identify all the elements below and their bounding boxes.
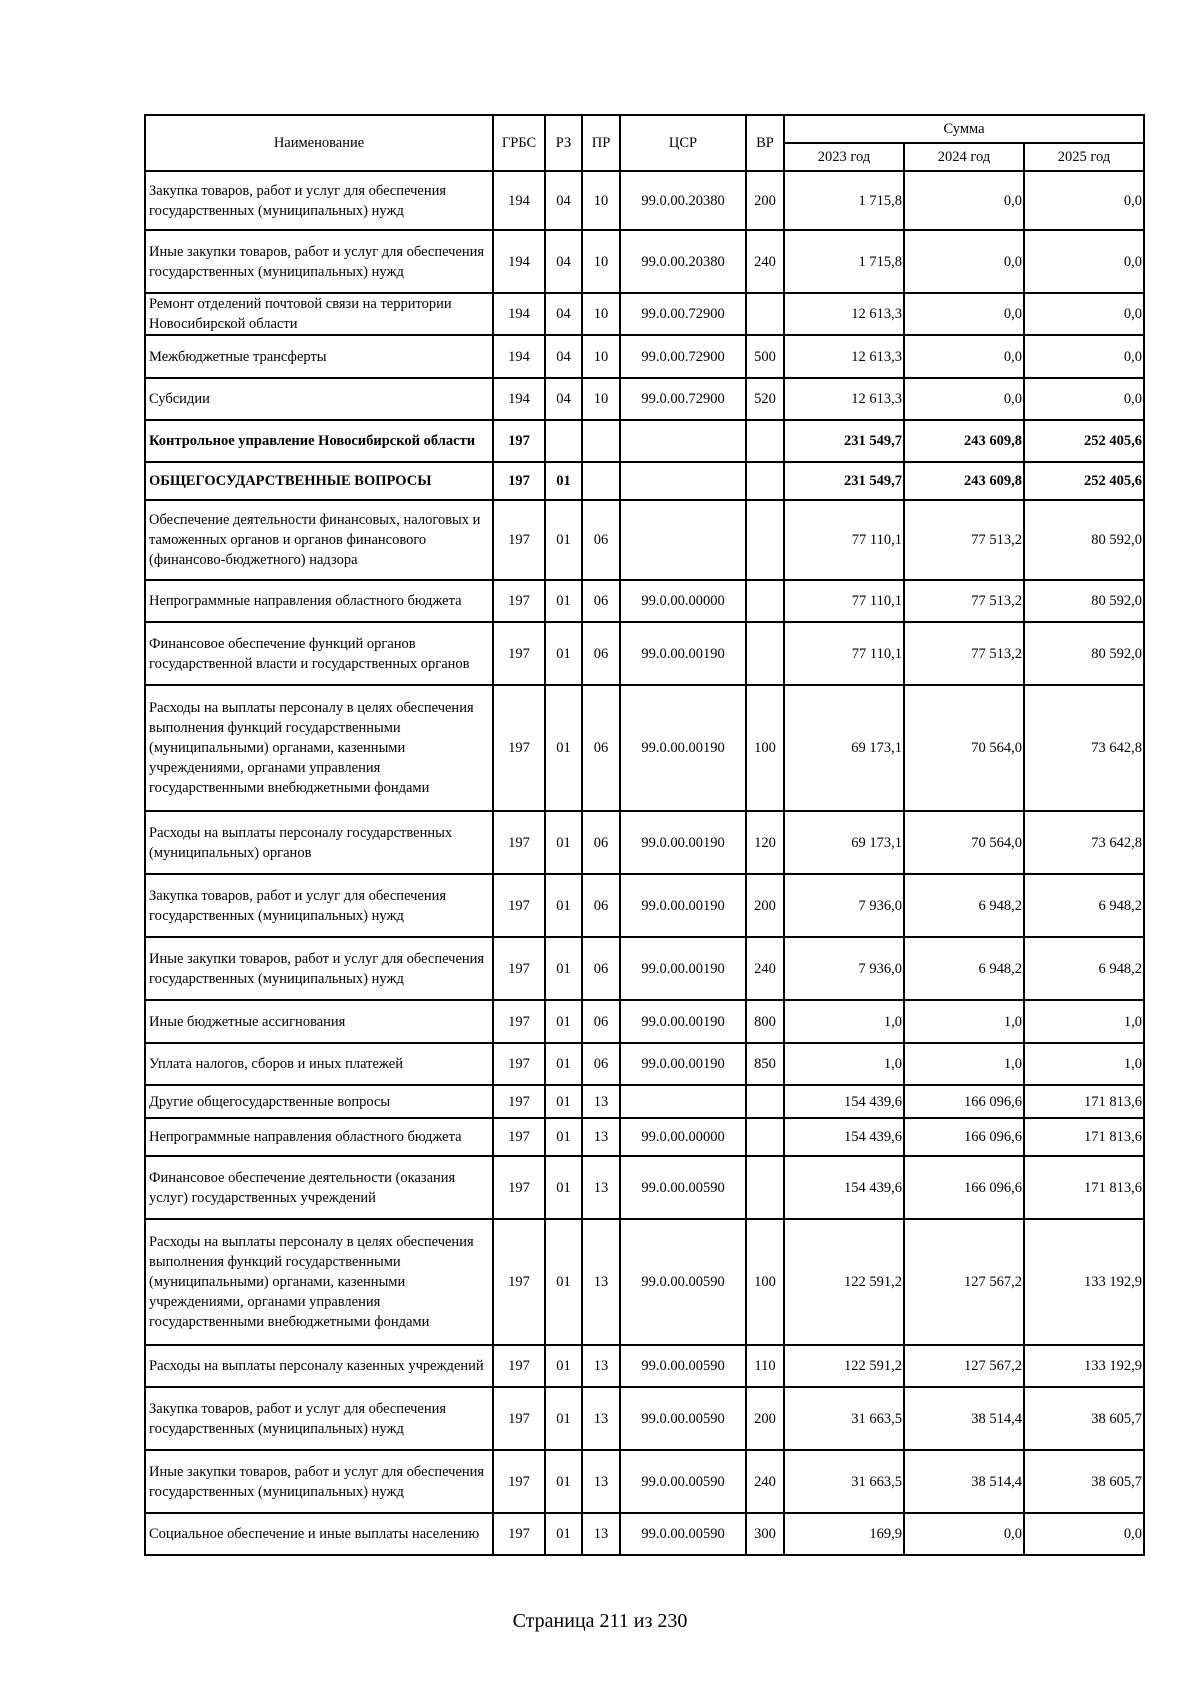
table-row [145,1387,1144,1450]
row-vr [746,500,784,580]
row-rz: 04 [545,293,582,335]
row-sum-2023: 154 439,6 [784,1118,904,1156]
row-sum-2024: 127 567,2 [904,1345,1024,1387]
row-vr [746,293,784,335]
row-grbs: 197 [493,685,545,811]
table-row [145,811,1144,874]
row-name: Социальное обеспечение и иные выплаты населению [145,1513,493,1555]
row-pr: 10 [582,335,620,378]
table-row [145,1513,1144,1555]
row-rz: 01 [545,500,582,580]
header-rz: РЗ [545,115,582,171]
row-pr: 13 [582,1387,620,1450]
row-grbs: 194 [493,335,545,378]
table-row [145,462,1144,500]
row-rz: 01 [545,937,582,1000]
row-sum-2025: 171 813,6 [1024,1156,1144,1219]
row-name: Иные закупки товаров, работ и услуг для обеспечения государственных (муниципальных) нужд [145,937,493,1000]
row-sum-2025: 38 605,7 [1024,1450,1144,1513]
table-body [145,171,1144,1555]
row-sum-2023: 1 715,8 [784,230,904,293]
row-grbs: 197 [493,1387,545,1450]
row-name: Закупка товаров, работ и услуг для обеспечения государственных (муниципальных) нужд [145,1387,493,1450]
row-rz: 01 [545,1513,582,1555]
table-row [145,1118,1144,1156]
row-pr: 06 [582,1043,620,1085]
table-row [145,685,1144,811]
row-pr: 13 [582,1085,620,1118]
row-pr: 13 [582,1513,620,1555]
row-sum-2024: 6 948,2 [904,874,1024,937]
row-name: Непрограммные направления областного бюджета [145,1118,493,1156]
row-name: Иные закупки товаров, работ и услуг для обеспечения государственных (муниципальных) нужд [145,230,493,293]
row-grbs: 197 [493,1043,545,1085]
row-sum-2025: 171 813,6 [1024,1118,1144,1156]
row-grbs: 194 [493,171,545,230]
row-csr [620,1085,746,1118]
row-name: Финансовое обеспечение деятельности (оказания услуг) государственных учреждений [145,1156,493,1219]
table-row [145,937,1144,1000]
row-sum-2025: 6 948,2 [1024,937,1144,1000]
row-csr: 99.0.00.00190 [620,874,746,937]
row-sum-2023: 77 110,1 [784,500,904,580]
row-sum-2023: 122 591,2 [784,1345,904,1387]
row-csr: 99.0.00.00190 [620,811,746,874]
row-grbs: 197 [493,937,545,1000]
row-rz: 01 [545,1043,582,1085]
row-sum-2023: 231 549,7 [784,462,904,500]
row-csr: 99.0.00.00190 [620,1000,746,1043]
row-grbs: 197 [493,580,545,622]
row-rz: 01 [545,811,582,874]
row-name: Ремонт отделений почтовой связи на территории Новосибирской области [145,293,493,335]
row-grbs: 197 [493,1156,545,1219]
table-row [145,1000,1144,1043]
row-sum-2025: 252 405,6 [1024,420,1144,462]
row-csr [620,500,746,580]
row-name: Иные закупки товаров, работ и услуг для обеспечения государственных (муниципальных) нужд [145,1450,493,1513]
row-pr: 06 [582,500,620,580]
row-sum-2024: 70 564,0 [904,811,1024,874]
row-vr: 850 [746,1043,784,1085]
header-year-2025: 2025 год [1024,143,1144,171]
row-grbs: 197 [493,1450,545,1513]
row-vr: 240 [746,937,784,1000]
table-row [145,1085,1144,1118]
row-csr [620,462,746,500]
row-pr: 10 [582,230,620,293]
row-csr: 99.0.00.00590 [620,1450,746,1513]
row-rz: 01 [545,1118,582,1156]
row-rz: 01 [545,1000,582,1043]
row-sum-2024: 0,0 [904,1513,1024,1555]
row-csr: 99.0.00.72900 [620,293,746,335]
row-sum-2023: 1,0 [784,1000,904,1043]
row-sum-2023: 31 663,5 [784,1387,904,1450]
row-rz: 01 [545,580,582,622]
row-name: Расходы на выплаты персоналу в целях обеспечения выполнения функций государственными (муниципальными) органами, казенными учреждениями, органами управления государственными внебюджетными фондами [145,1219,493,1345]
row-sum-2023: 77 110,1 [784,622,904,685]
row-sum-2023: 12 613,3 [784,378,904,420]
table-row [145,1345,1144,1387]
row-sum-2025: 1,0 [1024,1000,1144,1043]
row-sum-2025: 0,0 [1024,171,1144,230]
row-csr: 99.0.00.72900 [620,378,746,420]
table-row [145,500,1144,580]
row-rz: 01 [545,1345,582,1387]
header-year-2024: 2024 год [904,143,1024,171]
row-pr [582,462,620,500]
row-csr: 99.0.00.00590 [620,1219,746,1345]
table-row [145,335,1144,378]
row-sum-2024: 0,0 [904,171,1024,230]
row-csr: 99.0.00.00190 [620,1043,746,1085]
row-sum-2024: 243 609,8 [904,420,1024,462]
row-name: Закупка товаров, работ и услуг для обеспечения государственных (муниципальных) нужд [145,171,493,230]
row-sum-2024: 243 609,8 [904,462,1024,500]
row-vr [746,1156,784,1219]
row-sum-2023: 169,9 [784,1513,904,1555]
header-grbs: ГРБС [493,115,545,171]
row-rz: 01 [545,1085,582,1118]
row-csr: 99.0.00.00000 [620,1118,746,1156]
row-sum-2023: 31 663,5 [784,1450,904,1513]
row-sum-2025: 133 192,9 [1024,1345,1144,1387]
row-sum-2025: 133 192,9 [1024,1219,1144,1345]
row-name: Иные бюджетные ассигнования [145,1000,493,1043]
row-vr: 300 [746,1513,784,1555]
row-grbs: 194 [493,230,545,293]
row-vr: 200 [746,171,784,230]
table-row [145,171,1144,230]
row-name: Расходы на выплаты персоналу в целях обеспечения выполнения функций государственными (муниципальными) органами, казенными учреждениями, органами управления государственными внебюджетными фондами [145,685,493,811]
header-csr: ЦСР [620,115,746,171]
row-grbs: 197 [493,1118,545,1156]
row-sum-2023: 12 613,3 [784,293,904,335]
row-csr: 99.0.00.00000 [620,580,746,622]
row-pr: 13 [582,1450,620,1513]
row-name: Контрольное управление Новосибирской области [145,420,493,462]
row-pr: 06 [582,811,620,874]
row-rz: 01 [545,874,582,937]
row-grbs: 194 [493,293,545,335]
row-sum-2024: 0,0 [904,293,1024,335]
row-csr: 99.0.00.20380 [620,230,746,293]
row-name: Расходы на выплаты персоналу казенных учреждений [145,1345,493,1387]
table-header [145,115,1144,171]
row-vr [746,1085,784,1118]
row-csr: 99.0.00.00590 [620,1156,746,1219]
row-csr: 99.0.00.00590 [620,1387,746,1450]
row-sum-2025: 252 405,6 [1024,462,1144,500]
row-grbs: 197 [493,811,545,874]
row-vr [746,420,784,462]
row-rz: 04 [545,378,582,420]
row-sum-2024: 6 948,2 [904,937,1024,1000]
row-grbs: 197 [493,420,545,462]
row-sum-2025: 80 592,0 [1024,580,1144,622]
row-csr: 99.0.00.00190 [620,622,746,685]
row-sum-2023: 231 549,7 [784,420,904,462]
row-vr: 520 [746,378,784,420]
row-sum-2025: 171 813,6 [1024,1085,1144,1118]
row-pr [582,420,620,462]
row-sum-2025: 80 592,0 [1024,622,1144,685]
row-rz: 01 [545,622,582,685]
row-vr: 200 [746,874,784,937]
row-name: Обеспечение деятельности финансовых, налоговых и таможенных органов и органов финансового (финансово-бюджетного) надзора [145,500,493,580]
row-grbs: 197 [493,622,545,685]
row-csr: 99.0.00.72900 [620,335,746,378]
row-grbs: 197 [493,1513,545,1555]
row-sum-2023: 77 110,1 [784,580,904,622]
row-sum-2024: 127 567,2 [904,1219,1024,1345]
row-pr: 06 [582,937,620,1000]
row-vr [746,462,784,500]
row-rz: 04 [545,171,582,230]
row-vr [746,622,784,685]
row-csr: 99.0.00.00590 [620,1345,746,1387]
row-name: Расходы на выплаты персоналу государственных (муниципальных) органов [145,811,493,874]
row-pr: 13 [582,1118,620,1156]
table-row [145,1043,1144,1085]
row-vr: 800 [746,1000,784,1043]
budget-table [144,114,1145,1556]
row-pr: 10 [582,378,620,420]
row-vr [746,1118,784,1156]
page-number: Страница 211 из 230 [512,1610,688,1632]
row-name: Другие общегосударственные вопросы [145,1085,493,1118]
row-name: Закупка товаров, работ и услуг для обеспечения государственных (муниципальных) нужд [145,874,493,937]
row-csr: 99.0.00.00590 [620,1513,746,1555]
row-sum-2025: 6 948,2 [1024,874,1144,937]
row-name: ОБЩЕГОСУДАРСТВЕННЫЕ ВОПРОСЫ [145,462,493,500]
row-vr: 120 [746,811,784,874]
row-sum-2024: 0,0 [904,230,1024,293]
row-sum-2023: 12 613,3 [784,335,904,378]
row-grbs: 197 [493,874,545,937]
row-vr: 110 [746,1345,784,1387]
row-pr: 10 [582,293,620,335]
table-row [145,622,1144,685]
row-grbs: 197 [493,1345,545,1387]
row-sum-2023: 69 173,1 [784,685,904,811]
row-sum-2024: 0,0 [904,378,1024,420]
row-sum-2023: 1,0 [784,1043,904,1085]
row-vr: 100 [746,685,784,811]
row-sum-2024: 166 096,6 [904,1118,1024,1156]
row-sum-2025: 1,0 [1024,1043,1144,1085]
row-sum-2025: 73 642,8 [1024,685,1144,811]
row-sum-2024: 38 514,4 [904,1387,1024,1450]
row-vr: 100 [746,1219,784,1345]
row-grbs: 197 [493,1000,545,1043]
row-sum-2023: 122 591,2 [784,1219,904,1345]
table-row [145,1219,1144,1345]
row-rz: 01 [545,1450,582,1513]
table-row [145,420,1144,462]
row-pr: 06 [582,1000,620,1043]
row-sum-2025: 0,0 [1024,378,1144,420]
row-pr: 13 [582,1345,620,1387]
row-sum-2024: 166 096,6 [904,1156,1024,1219]
row-sum-2023: 154 439,6 [784,1085,904,1118]
row-name: Межбюджетные трансферты [145,335,493,378]
table-row [145,230,1144,293]
row-sum-2023: 69 173,1 [784,811,904,874]
table-row [145,1156,1144,1219]
row-sum-2024: 77 513,2 [904,500,1024,580]
row-pr: 06 [582,622,620,685]
row-sum-2023: 1 715,8 [784,171,904,230]
row-csr: 99.0.00.00190 [620,685,746,811]
row-rz: 01 [545,1387,582,1450]
row-grbs: 197 [493,462,545,500]
header-pr: ПР [582,115,620,171]
row-csr: 99.0.00.20380 [620,171,746,230]
row-name: Уплата налогов, сборов и иных платежей [145,1043,493,1085]
row-sum-2024: 77 513,2 [904,622,1024,685]
row-sum-2024: 38 514,4 [904,1450,1024,1513]
row-sum-2025: 0,0 [1024,1513,1144,1555]
row-sum-2023: 154 439,6 [784,1156,904,1219]
table-row [145,580,1144,622]
row-vr: 500 [746,335,784,378]
row-grbs: 197 [493,1219,545,1345]
row-rz [545,420,582,462]
table-row [145,293,1144,335]
row-rz: 04 [545,230,582,293]
row-sum-2024: 1,0 [904,1000,1024,1043]
header-sum: Сумма [784,115,1144,143]
header-year-2023: 2023 год [784,143,904,171]
row-pr: 13 [582,1219,620,1345]
row-vr: 240 [746,230,784,293]
row-grbs: 194 [493,378,545,420]
row-sum-2025: 80 592,0 [1024,500,1144,580]
row-sum-2025: 0,0 [1024,293,1144,335]
row-rz: 01 [545,462,582,500]
row-rz: 04 [545,335,582,378]
row-sum-2024: 70 564,0 [904,685,1024,811]
row-name: Субсидии [145,378,493,420]
row-csr [620,420,746,462]
row-pr: 06 [582,685,620,811]
row-sum-2024: 1,0 [904,1043,1024,1085]
row-sum-2024: 77 513,2 [904,580,1024,622]
row-pr: 06 [582,580,620,622]
row-grbs: 197 [493,500,545,580]
row-sum-2023: 7 936,0 [784,937,904,1000]
row-name: Непрограммные направления областного бюджета [145,580,493,622]
row-csr: 99.0.00.00190 [620,937,746,1000]
row-pr: 10 [582,171,620,230]
row-rz: 01 [545,1156,582,1219]
row-sum-2025: 73 642,8 [1024,811,1144,874]
row-sum-2023: 7 936,0 [784,874,904,937]
row-rz: 01 [545,685,582,811]
table-row [145,1450,1144,1513]
row-grbs: 197 [493,1085,545,1118]
row-vr [746,580,784,622]
row-pr: 13 [582,1156,620,1219]
row-sum-2024: 0,0 [904,335,1024,378]
row-sum-2025: 0,0 [1024,335,1144,378]
row-sum-2024: 166 096,6 [904,1085,1024,1118]
row-vr: 200 [746,1387,784,1450]
header-name: Наименование [145,115,493,171]
table-row [145,378,1144,420]
row-sum-2025: 0,0 [1024,230,1144,293]
header-vr: ВР [746,115,784,171]
table-row [145,874,1144,937]
row-sum-2025: 38 605,7 [1024,1387,1144,1450]
row-vr: 240 [746,1450,784,1513]
row-name: Финансовое обеспечение функций органов государственной власти и государственных органов [145,622,493,685]
row-rz: 01 [545,1219,582,1345]
row-pr: 06 [582,874,620,937]
